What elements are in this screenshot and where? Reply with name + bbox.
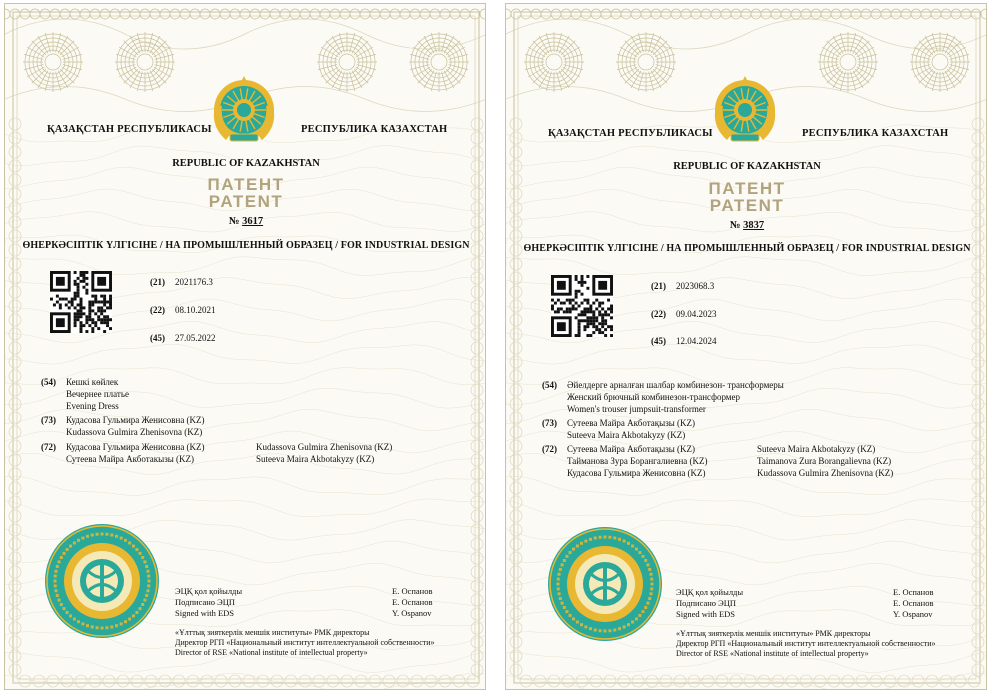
signed-ru: Подписано ЭЦП <box>175 597 236 607</box>
signer-kz: Е. Оспанов <box>392 586 433 596</box>
signed-en: Signed with EDS <box>175 608 235 618</box>
director-title-en: Director of RSE «National institute of intellectual property» <box>175 648 368 657</box>
qr-code-icon[interactable] <box>50 271 112 333</box>
director-title-kz: «Ұлттық зияткерлік меншік институты» РМК директоры <box>175 628 370 637</box>
design-title-ru: Женский брючный комбинезон-трансформер <box>567 392 740 402</box>
signer-kz: Е. Оспанов <box>893 587 934 597</box>
signed-ru: Подписано ЭЦП <box>676 598 737 608</box>
author-ru: Тайманова Зура Борангалиевна (KZ) <box>567 456 708 466</box>
owner-en: Suteeva Maira Akbotakyzy (KZ) <box>567 430 686 440</box>
patent-number-value: 3617 <box>242 216 264 227</box>
author-ru: Кудасова Гульмира Женисовна (KZ) <box>567 468 706 478</box>
owner-en: Kudassova Gulmira Zhenisovna (KZ) <box>66 427 203 437</box>
number-sign: № <box>729 220 741 231</box>
institute-seal-icon <box>43 522 161 640</box>
owner-ru: Кудасова Гульмира Женисовна (KZ) <box>66 415 205 425</box>
patent-title-ru: ПАТЕНТ <box>708 179 786 198</box>
code-45: (45) <box>651 336 666 346</box>
code-54: (54) <box>41 377 56 387</box>
code-72: (72) <box>41 442 56 452</box>
patent-certificate-3837 <box>505 3 987 690</box>
author-en: Taimanova Zura Borangalievna (KZ) <box>757 456 892 466</box>
country-name-en: REPUBLIC OF KAZAKHSTAN <box>172 158 320 169</box>
design-type-title: ӨНЕРКӘСІПТІК ҮЛГІСІНЕ / НА ПРОМЫШЛЕННЫЙ ОБРАЗЕЦ / FOR INDUSTRIAL DESIGN <box>22 240 470 251</box>
author-en: Kudassova Gulmira Zhenisovna (KZ) <box>256 442 393 452</box>
country-name-kz: ҚАЗАҚСТАН РЕСПУБЛИКАСЫ <box>47 124 212 135</box>
patent-number <box>506 220 987 231</box>
code-54: (54) <box>542 380 557 390</box>
design-title-en: Evening Dress <box>66 401 119 411</box>
country-name-en: REPUBLIC OF KAZAKHSTAN <box>673 161 821 172</box>
design-title-ru: Вечернее платье <box>66 389 129 399</box>
publication-date: 12.04.2024 <box>676 336 717 346</box>
signer-en: Y. Ospanov <box>893 609 933 619</box>
patent-title-en: PATENT <box>208 192 284 211</box>
design-title-kz: Кешкі көйлек <box>66 377 119 387</box>
patent-title-ru: ПАТЕНТ <box>207 175 285 194</box>
code-21: (21) <box>150 277 165 287</box>
author-en: Suteeva Maira Akbotakyzy (KZ) <box>757 444 876 454</box>
director-title-en: Director of RSE «National institute of intellectual property» <box>676 649 869 658</box>
design-title-en: Women's trouser jumpsuit-transformer <box>567 404 706 414</box>
director-title-ru: Директор РГП «Национальный институт интеллектуальной собственности» <box>175 638 435 647</box>
design-type-title: ӨНЕРКӘСІПТІК ҮЛГІСІНЕ / НА ПРОМЫШЛЕННЫЙ ОБРАЗЕЦ / FOR INDUSTRIAL DESIGN <box>523 243 971 254</box>
signer-en: Y. Ospanov <box>392 608 432 618</box>
code-73: (73) <box>41 415 56 425</box>
author-ru: Сутеева Майра Акботакызы (KZ) <box>66 454 195 464</box>
patent-certificate-3617 <box>4 3 486 690</box>
filing-date: 08.10.2021 <box>175 305 216 315</box>
code-21: (21) <box>651 281 666 291</box>
country-name-ru: РЕСПУБЛИКА КАЗАХСТАН <box>301 124 448 135</box>
code-22: (22) <box>651 309 666 319</box>
publication-date: 27.05.2022 <box>175 333 216 343</box>
application-number: 2023068.3 <box>676 281 715 291</box>
author-ru: Кудасова Гульмира Женисовна (KZ) <box>66 442 205 452</box>
application-number: 2021176.3 <box>175 277 213 287</box>
patent-number-value: 3837 <box>743 220 765 231</box>
signed-en: Signed with EDS <box>676 609 736 619</box>
code-73: (73) <box>542 418 557 428</box>
kazakhstan-emblem-icon <box>713 76 777 148</box>
country-name-ru: РЕСПУБЛИКА КАЗАХСТАН <box>802 128 949 139</box>
patent-title-en: PATENT <box>709 196 785 215</box>
design-title-kz: Әйелдерге арналған шалбар комбинезон- трансформеры <box>567 380 784 390</box>
patent-number <box>5 216 486 227</box>
author-en: Kudassova Gulmira Zhenisovna (KZ) <box>757 468 894 478</box>
director-title-kz: «Ұлттық зияткерлік меншік институты» РМК директоры <box>676 629 871 638</box>
country-name-kz: ҚАЗАҚСТАН РЕСПУБЛИКАСЫ <box>548 128 713 139</box>
signed-kz: ЭЦҚ қол қойылды <box>676 587 744 597</box>
director-title-ru: Директор РГП «Национальный институт интеллектуальной собственности» <box>676 639 936 648</box>
kazakhstan-emblem-icon <box>212 76 276 148</box>
number-sign: № <box>228 216 240 227</box>
owner-ru: Сутеева Майра Акботақызы (KZ) <box>567 418 696 428</box>
institute-seal-icon <box>546 525 664 643</box>
author-en: Suteeva Maira Akbotakyzy (KZ) <box>256 454 375 464</box>
signer-ru: Е. Оспанов <box>893 598 934 608</box>
code-22: (22) <box>150 305 165 315</box>
author-ru: Сутеева Майра Акботақызы (KZ) <box>567 444 696 454</box>
filing-date: 09.04.2023 <box>676 309 717 319</box>
code-72: (72) <box>542 444 557 454</box>
signer-ru: Е. Оспанов <box>392 597 433 607</box>
signed-kz: ЭЦҚ қол қойылды <box>175 586 243 596</box>
code-45: (45) <box>150 333 165 343</box>
qr-code-icon[interactable] <box>551 275 613 337</box>
